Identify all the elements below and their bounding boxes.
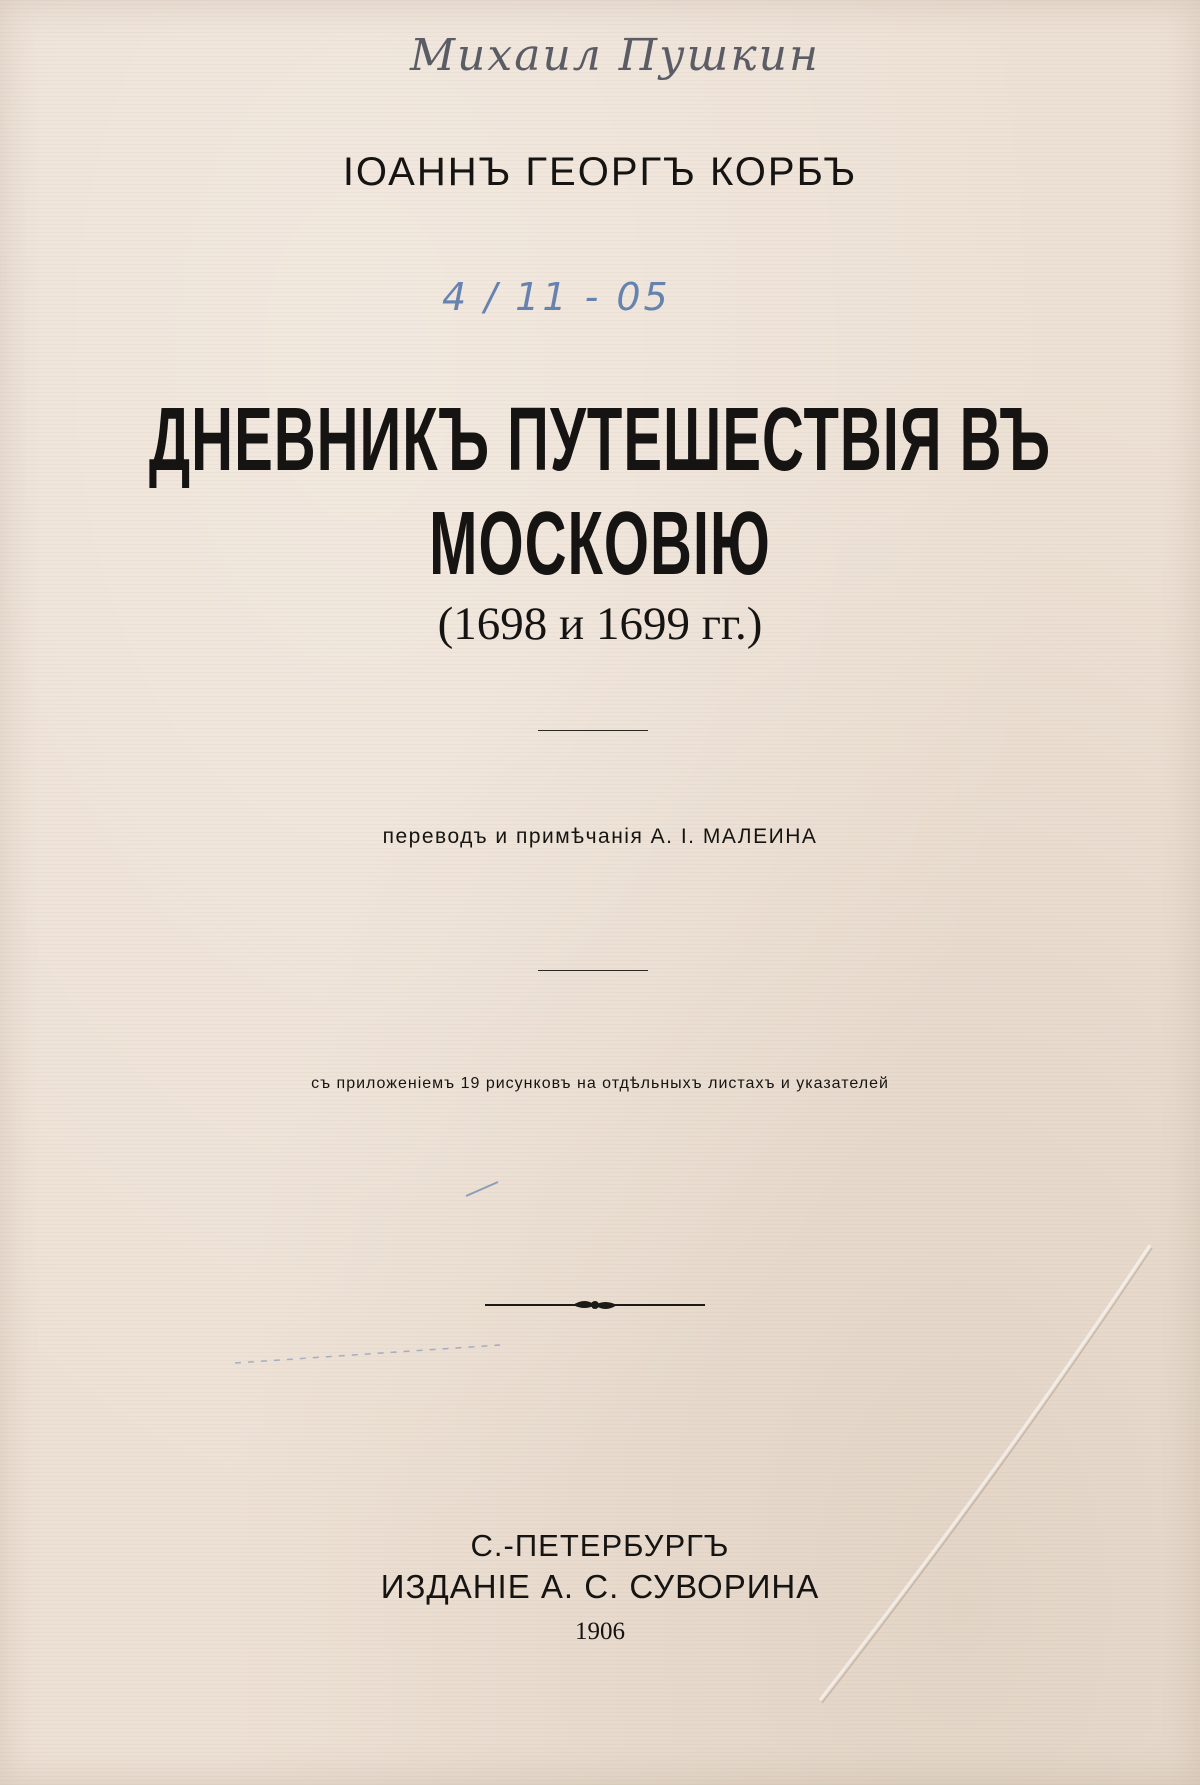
handwritten-inscription (410, 30, 1170, 125)
translator-credit: переводъ и примѣчанія А. І. МАЛЕИНА (382, 825, 818, 848)
book-dates: (1698 и 1699 гг.) (437, 598, 763, 650)
divider-rule (538, 730, 648, 731)
book-title: ДНЕВНИКЪ ПУТЕШЕСТВІЯ ВЪ МОСКОВІЮ (148, 389, 1052, 595)
ornament-divider (485, 1295, 705, 1315)
supplement-note: съ приложеніемъ 19 рисунковъ на отдѣльныхъ листахъ и указателей (311, 1075, 889, 1092)
publisher-name: ИЗДАНІЕ А. С. СУВОРИНА (380, 1568, 820, 1605)
publication-city: С.-ПЕТЕРБУРГЪ (470, 1528, 730, 1563)
author-name: ІОАННЪ ГЕОРГЪ КОРБЪ (342, 150, 858, 194)
pencil-shelf-number: 4 / 11 - 05 (442, 275, 671, 319)
handwritten-inscription-text: Михаил Пушкин (410, 30, 820, 81)
divider-rule (538, 970, 648, 971)
publication-year: 1906 (575, 1618, 625, 1645)
